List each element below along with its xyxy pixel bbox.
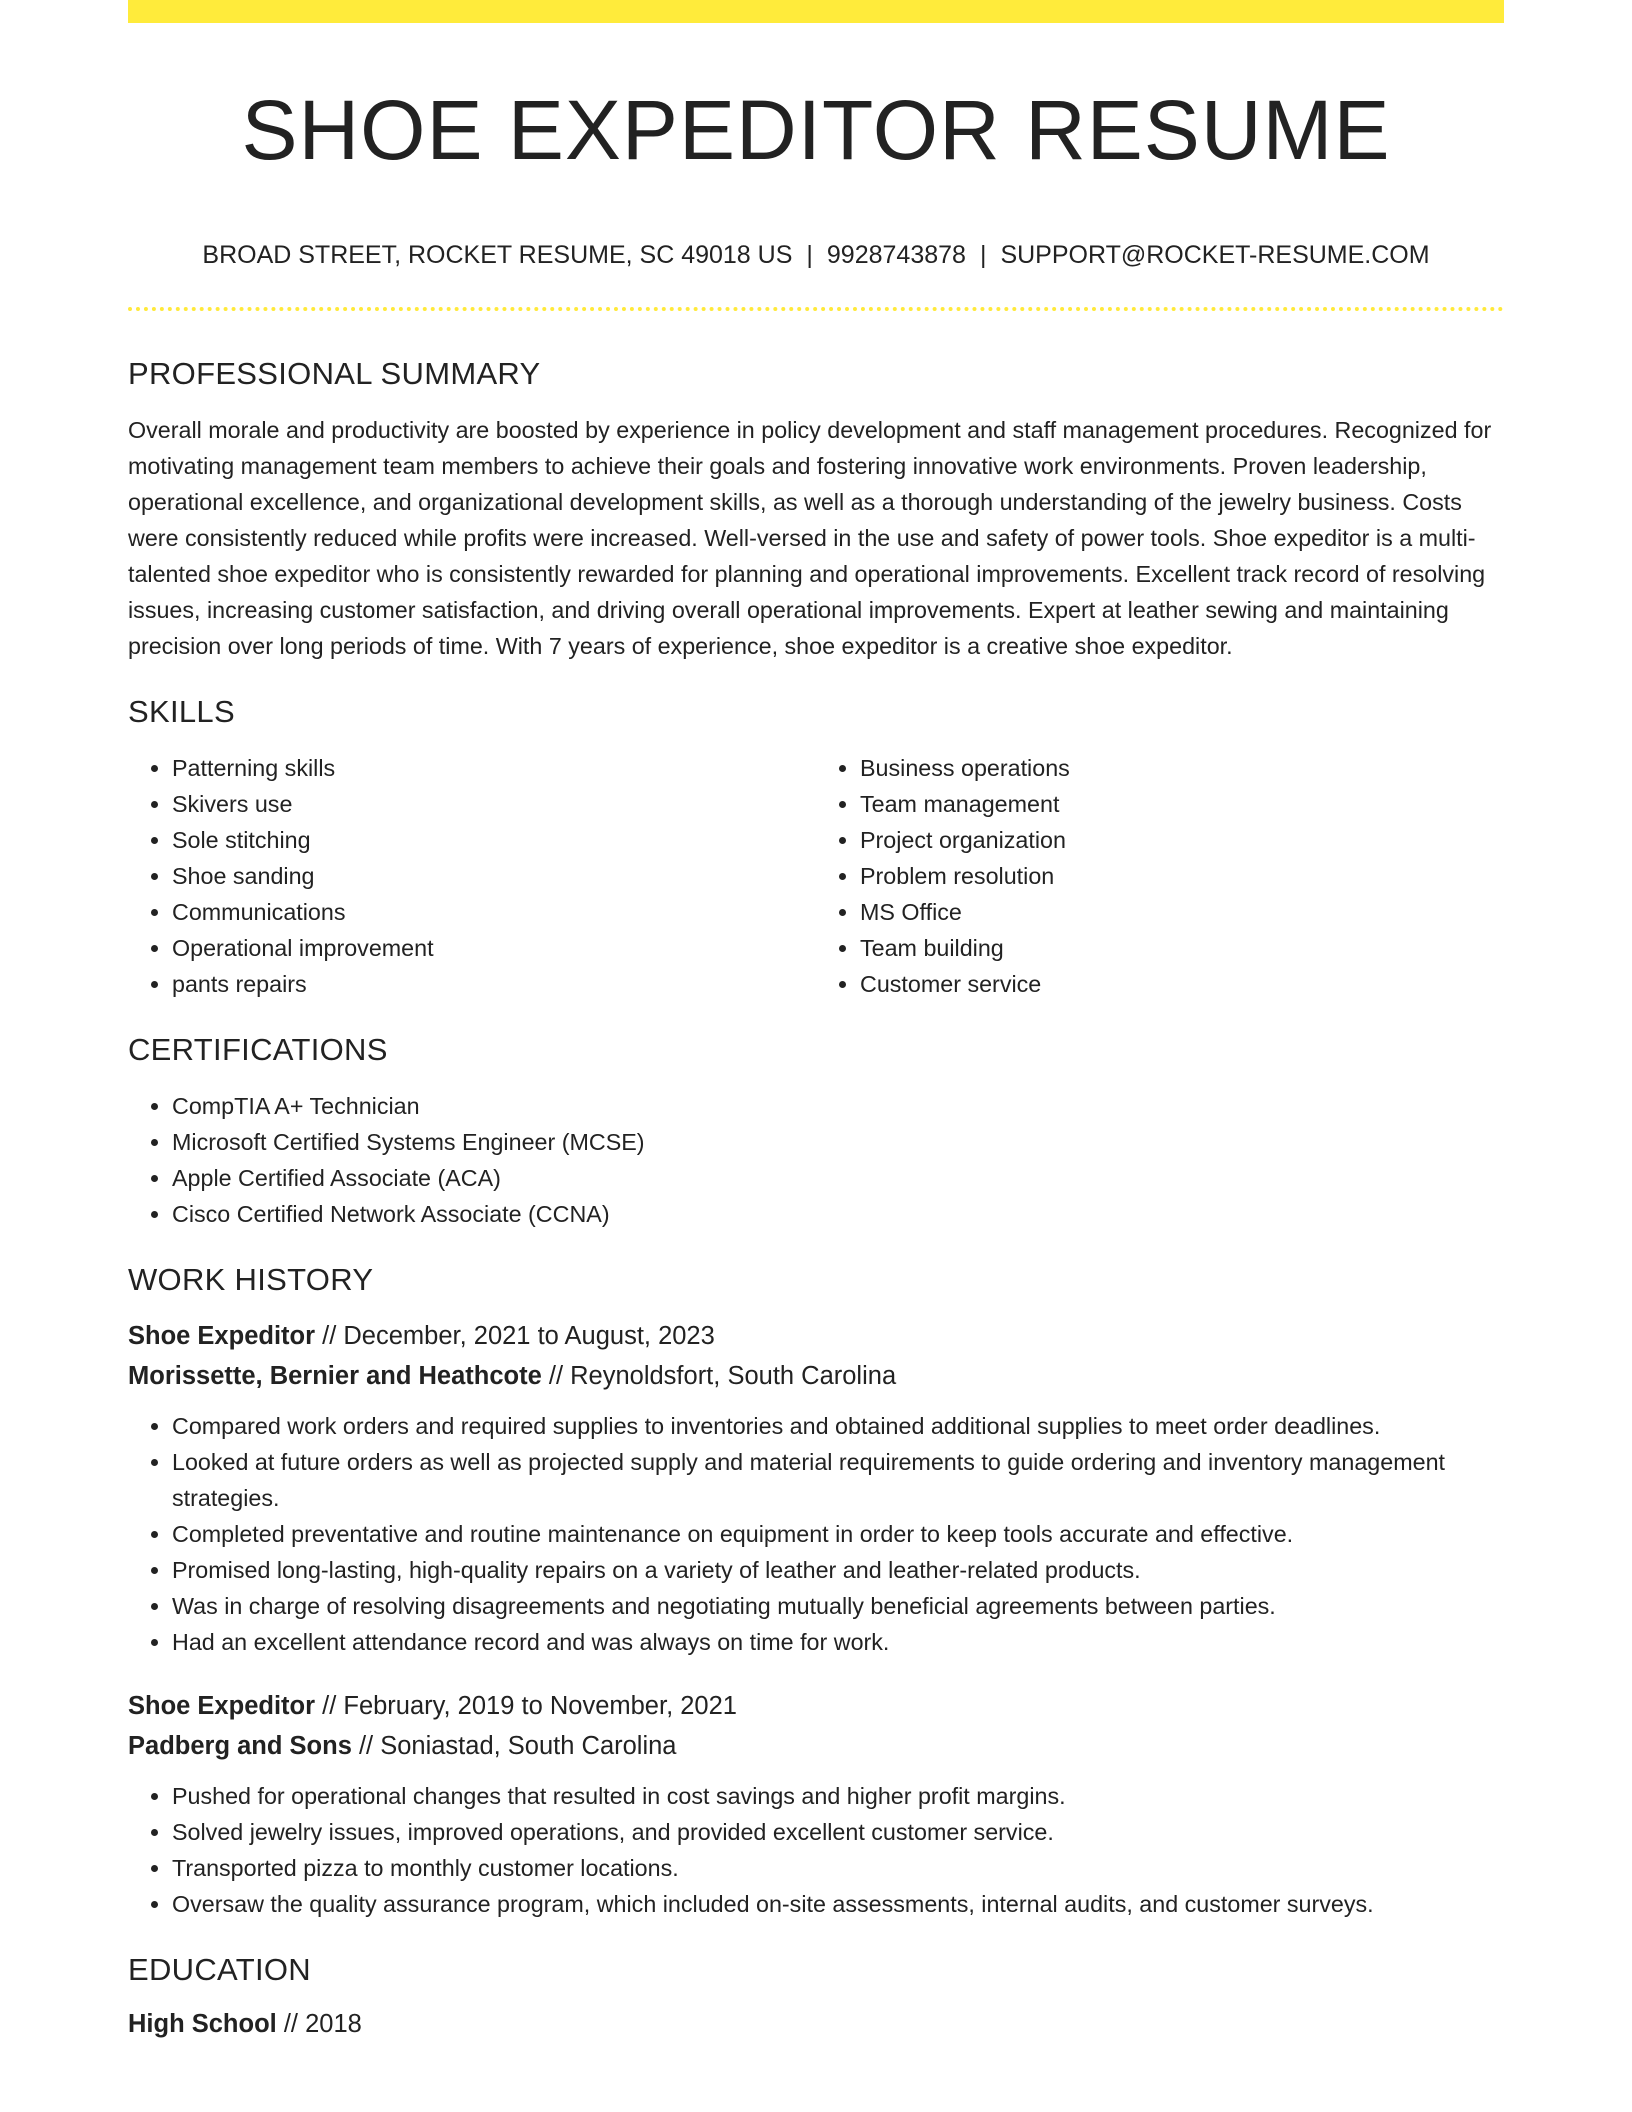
job-bullets (128, 1408, 1504, 1660)
skills-left-list (128, 750, 816, 1002)
work-history-section (128, 1258, 1504, 1922)
job-dates: // December, 2021 to August, 2023 (315, 1322, 715, 1350)
job-title-line (128, 1316, 1504, 1356)
skills-heading: SKILLS (128, 694, 235, 729)
certifications-section (128, 1028, 1504, 1232)
education-section (128, 1948, 1504, 2044)
skill-item: • pants repairs (172, 966, 816, 1002)
education-year: // 2018 (276, 2010, 362, 2038)
job-bullet: • Was in charge of resolving disagreements and negotiating mutually beneficial agreements between parties. (172, 1588, 1504, 1624)
summary-heading: PROFESSIONAL SUMMARY (128, 356, 541, 391)
contact-email[interactable]: SUPPORT@ROCKET-RESUME.COM (1000, 241, 1430, 269)
skills-right-list (816, 750, 1504, 1002)
job-bullet: • Compared work orders and required supplies to inventories and obtained additional supplies to meet order deadlines. (172, 1408, 1504, 1444)
contact-separator: | (806, 241, 813, 269)
job-bullet: • Transported pizza to monthly customer locations. (172, 1850, 1504, 1886)
skills-section (128, 690, 1504, 1002)
job-title: Shoe Expeditor (128, 1322, 316, 1350)
job-location: // Reynoldsfort, South Carolina (541, 1362, 897, 1390)
job-entry (128, 1316, 1504, 1660)
job-title-line (128, 1686, 1504, 1726)
job-company-line (128, 1356, 1504, 1396)
job-company-line (128, 1726, 1504, 1766)
top-accent-bar (128, 0, 1504, 23)
job-location: // Soniastad, South Carolina (351, 1732, 677, 1760)
certifications-list (128, 1088, 1504, 1232)
education-heading: EDUCATION (128, 1952, 311, 1987)
skill-item: • Patterning skills (172, 750, 816, 786)
contact-separator: | (979, 241, 987, 269)
education-school: High School (128, 2010, 277, 2038)
skill-item: • Communications (172, 894, 816, 930)
resume-body (128, 352, 1504, 2044)
contact-line (128, 238, 1504, 272)
skill-item: • Shoe sanding (172, 858, 816, 894)
summary-section (128, 352, 1504, 664)
job-bullet: • Had an excellent attendance record and was always on time for work. (172, 1624, 1504, 1660)
skill-item: • Operational improvement (172, 930, 816, 966)
job-bullet: • Looked at future orders as well as projected supply and material requirements to guide ordering and inventory management strategies. (172, 1444, 1504, 1516)
skill-item: • Team management (860, 786, 1504, 822)
skills-columns (128, 750, 1504, 1002)
job-entry (128, 1686, 1504, 1922)
certification-item: • CompTIA A+ Technician (172, 1088, 1504, 1124)
contact-phone: 9928743878 (826, 241, 966, 269)
job-bullet: • Oversaw the quality assurance program, which included on-site assessments, internal audits, and customer surveys. (172, 1886, 1504, 1922)
skill-item: • Business operations (860, 750, 1504, 786)
skill-item: • Project organization (860, 822, 1504, 858)
job-bullet: • Solved jewelry issues, improved operations, and provided excellent customer service. (172, 1814, 1504, 1850)
job-company: Morissette, Bernier and Heathcote (128, 1362, 542, 1390)
job-bullet: • Completed preventative and routine maintenance on equipment in order to keep tools accurate and effective. (172, 1516, 1504, 1552)
job-bullets (128, 1778, 1504, 1922)
summary-text: Overall morale and productivity are boosted by experience in policy development and staff management procedures. Recognized for motivating management team members to achieve their goals and fostering innovative work environments. Proven leadership, operational excellence, and organizational development skills, as well as a thorough understanding of the jewelry business. Costs were consistently reduced while profits were increased. Well-versed in the use and safety of power tools. Shoe expeditor is a multi-talented shoe expeditor who is consistently rewarded for planning and operational improvements. Excellent track record of resolving issues, increasing customer satisfaction, and driving overall operational improvements. Expert at leather sewing and maintaining precision over long periods of time. With 7 years of experience, shoe expeditor is a creative shoe expeditor. (128, 417, 1492, 659)
job-dates: // February, 2019 to November, 2021 (315, 1692, 737, 1720)
job-bullet: • Pushed for operational changes that resulted in cost savings and higher profit margins. (172, 1778, 1504, 1814)
education-line (128, 2004, 1504, 2044)
skill-item: • MS Office (860, 894, 1504, 930)
skill-item: • Team building (860, 930, 1504, 966)
job-bullet: • Promised long-lasting, high-quality repairs on a variety of leather and leather-related products. (172, 1552, 1504, 1588)
certification-item: • Microsoft Certified Systems Engineer (MCSE) (172, 1124, 1504, 1160)
contact-address: BROAD STREET, ROCKET RESUME, SC 49018 US (202, 241, 793, 269)
dotted-divider (128, 307, 1504, 311)
job-company: Padberg and Sons (128, 1732, 352, 1760)
skill-item: • Customer service (860, 966, 1504, 1002)
skill-item: • Problem resolution (860, 858, 1504, 894)
resume-title: SHOE EXPEDITOR RESUME (241, 83, 1391, 177)
skill-item: • Skivers use (172, 786, 816, 822)
certification-item: • Apple Certified Associate (ACA) (172, 1160, 1504, 1196)
certification-item: • Cisco Certified Network Associate (CCNA) (172, 1196, 1504, 1232)
certifications-heading: CERTIFICATIONS (128, 1032, 388, 1067)
skill-item: • Sole stitching (172, 822, 816, 858)
job-title: Shoe Expeditor (128, 1692, 316, 1720)
work-history-heading: WORK HISTORY (128, 1262, 374, 1297)
